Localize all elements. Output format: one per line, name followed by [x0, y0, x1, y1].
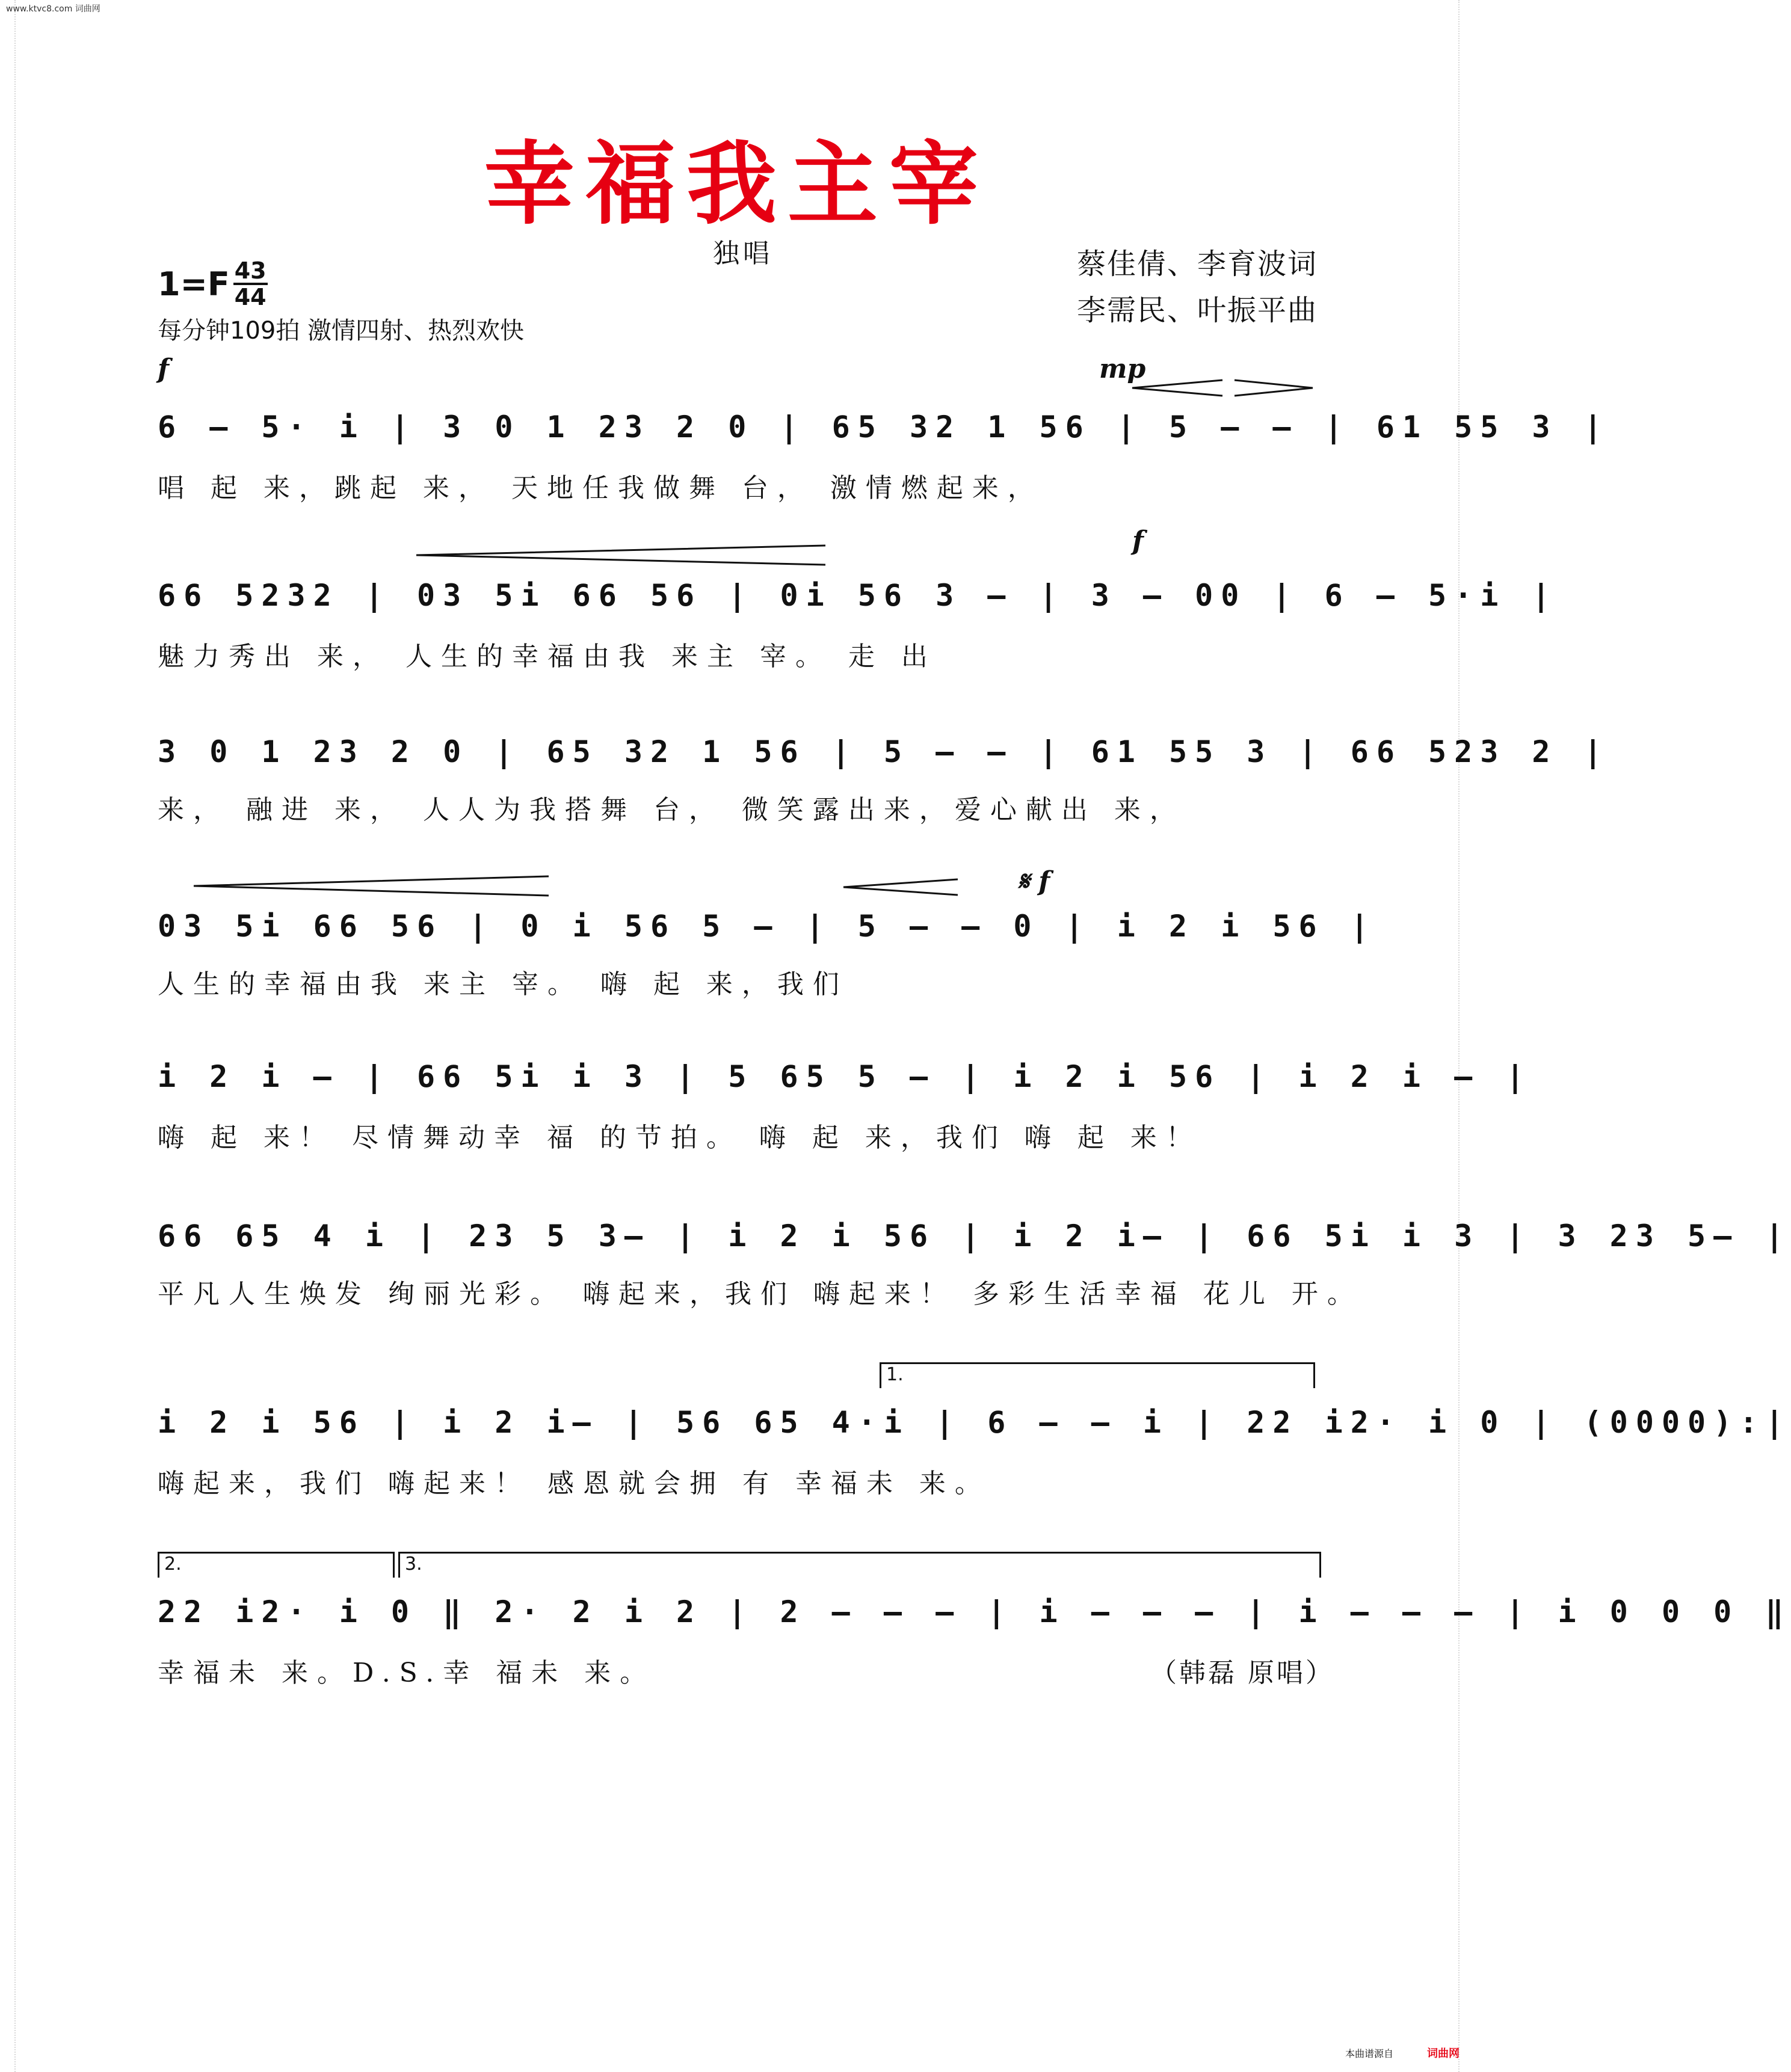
- composer-credit: 李需民、叶振平曲: [1076, 294, 1318, 327]
- notation-line: 6 – 5· i | 3 0 1 23 2 0 | 65 32 1 56 | 5 – – | 61 55 3 |: [158, 410, 1610, 444]
- notation-line: 22 i2· i 0 ‖ 2· 2 i 2 | 2 – – – | i – – – | i – – – | i 0 0 0 ‖: [158, 1594, 1791, 1629]
- lyrics-line: 嗨起来，我们 嗨起来！ 感恩就会拥 有 幸福未 来。: [158, 1468, 990, 1499]
- lyrics-line: 来， 融进 来， 人人为我搭舞 台， 微笑露出来，爱心献出 来，: [158, 795, 1185, 825]
- time-signature: [233, 259, 268, 309]
- notation-line: i 2 i – | 66 5i i 3 | 5 65 5 – | i 2 i 56 | i 2 i – |: [158, 1059, 1532, 1094]
- tempo-marking: 每分钟109拍 激情四射、热烈欢快: [158, 317, 525, 345]
- original-singer-credit: （韩磊 原唱）: [1150, 1658, 1334, 1688]
- site-url[interactable]: www.ktvc8.com 词曲网: [6, 4, 100, 14]
- song-title: 幸福我主宰: [484, 131, 990, 237]
- right-watermark-strip: [1458, 0, 1474, 2072]
- crescendo-hairpin: [843, 878, 964, 896]
- lyrics-line: 人生的幸福由我 来主 宰。 嗨 起 来，我们: [158, 969, 848, 1000]
- lyrics-line: 平凡人生焕发 绚丽光彩。 嗨起来，我们 嗨起来！ 多彩生活幸福 花儿 开。: [158, 1279, 1363, 1309]
- notation-line: 66 5232 | 03 5i 66 56 | 0i 56 3 – | 3 – 00 | 6 – 5·i |: [158, 578, 1558, 613]
- time-bottom: 44: [234, 284, 267, 310]
- footer-source-label: 本曲谱源自: [1345, 2048, 1394, 2059]
- left-watermark-strip: [0, 0, 16, 2072]
- footer-site-logo[interactable]: 词曲网: [1427, 2047, 1460, 2060]
- lyrics-line: 唱 起 来，跳起 来， 天地任我做舞 台， 激情燃起来，: [158, 473, 1043, 503]
- lyrics-line: 嗨 起 来！ 尽情舞动幸 福 的节拍。 嗨 起 来，我们 嗨 起 来！: [158, 1122, 1201, 1153]
- crescendo-hairpin: [416, 544, 837, 566]
- key-label: 1=F: [158, 265, 230, 303]
- dynamic-f: f: [158, 354, 169, 384]
- notation-line: i 2 i 56 | i 2 i– | 56 65 4·i | 6 – – i | 22 i2· i 0 | (0000):|: [158, 1405, 1791, 1440]
- first-ending-bracket: 1.: [880, 1362, 1315, 1388]
- second-ending-bracket: 2.: [158, 1552, 395, 1578]
- notation-line: 66 65 4 i | 23 5 3– | i 2 i 56 | i 2 i– | 66 5i i 3 | 3 23 5– |: [158, 1219, 1791, 1253]
- crescendo-hairpin: [1132, 379, 1325, 397]
- lyrics-line: 魅力秀出 来， 人生的幸福由我 来主 宰。 走 出: [158, 641, 937, 672]
- key-signature: [158, 259, 268, 309]
- lyricist-credit: 蔡佳倩、李育波词: [1076, 247, 1318, 281]
- third-ending-bracket: 3.: [398, 1552, 1321, 1578]
- crescendo-hairpin: [194, 875, 555, 897]
- lyrics-line: 幸福未 来。D.S.幸 福未 来。: [158, 1658, 656, 1688]
- notation-line: 3 0 1 23 2 0 | 65 32 1 56 | 5 – – | 61 55 3 | 66 523 2 |: [158, 734, 1610, 769]
- dynamic-mp: mp: [1099, 354, 1146, 384]
- notation-line: 03 5i 66 56 | 0 i 56 5 – | 5 – – 0 | i 2 i 56 |: [158, 909, 1376, 944]
- song-subtitle: 独唱: [713, 238, 773, 269]
- segno-forte: 𝄋 f: [1018, 866, 1050, 897]
- dynamic-f: f: [1132, 526, 1144, 556]
- time-top: 43: [234, 257, 267, 284]
